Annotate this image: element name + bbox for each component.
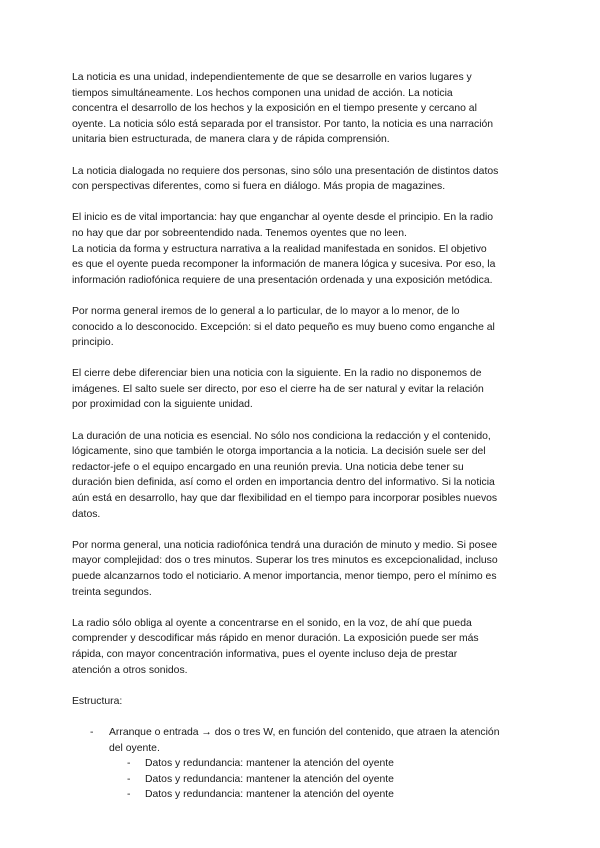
text-line: imágenes. El salto suele ser directo, por eso el cierre ha de ser natural y evitar la relación [72,383,484,395]
text-line: no hay que dar por sobreentendido nada. Tenemos oyentes que no leen. [72,227,407,239]
text-line: unitaria bien estructurada, de manera clara y de rápida comprensión. [72,134,390,146]
text-line: Por norma general, una noticia radiofónica tendrá una duración de minuto y medio. Si posee [72,539,498,551]
structure-list [72,725,528,803]
text-line: aún está en desarrollo, hay que dar flexibilidad en el tiempo para incorporar posibles nuevos [72,493,498,505]
text-line: lógicamente, sino que también le otorga importancia a la noticia. La decisión suele ser del [72,446,486,458]
paragraph-norma-general [72,304,528,351]
text-line: La noticia da forma y estructura narrativa a la realidad manifestada en sonidos. El objetivo [72,243,487,255]
sublist-item [109,787,528,803]
text-line: La duración de una noticia es esencial. No sólo nos condiciona la redacción y el contenido, [72,430,491,442]
structure-heading: Estructura: [72,695,123,707]
text-line: es que el oyente pueda recomponer la información de manera lógica y sucesiva. Por eso, la [72,259,496,271]
sublist-item [109,772,528,788]
text-line: datos. [72,508,101,520]
structure-sublist [109,756,528,803]
text-line: La noticia dialogada no requiere dos personas, sino sólo una presentación de distintos datos [72,165,499,177]
text-line: El inicio es de vital importancia: hay que enganchar al oyente desde el principio. En la radio [72,212,494,224]
text-line: tiempos simultáneamente. Los hechos componen una unidad de acción. La noticia [72,87,453,99]
text-line: El cierre debe diferenciar bien una noticia con la siguiente. En la radio no disponemos de [72,368,482,380]
text-line: rápida, con mayor concentración informativa, pues el oyente incluso deja de prestar [72,648,458,660]
paragraph-duracion-minuto [72,538,528,600]
document-page [72,70,528,803]
text-line: información radiofónica requiere de una presentación ordenada y una exposición metódica. [72,274,493,286]
paragraph-noticia-dialogada [72,164,528,195]
list-bullet: - [127,789,131,801]
text-line: Arranque o entrada → dos o tres W, en función del contenido, que atraen la atención [109,726,500,738]
text-line: oyente. La noticia sólo está separada por el transistor. Por tanto, la noticia es una narración [72,118,494,130]
text-line: atención a otros sonidos. [72,664,188,676]
sublist-item-text: Datos y redundancia: mantener la atención del oyente [145,773,394,785]
text-line: duración bien definida, así como el orden en importancia dentro del informativo. Si la noticia [72,477,495,489]
list-bullet: - [127,773,131,785]
text-line: comprender y descodificar más rápido en menor duración. La exposición puede ser más [72,633,479,645]
text-line: puede alcanzarnos todo el noticiario. A menor importancia, menor tiempo, pero el mínimo es [72,571,497,582]
paragraph-inicio [72,210,528,288]
text-line: por proximidad con la siguiente unidad. [72,399,253,411]
text-line: principio. [72,337,114,349]
text-line: Por norma general iremos de lo general a lo particular, de lo mayor a lo menor, de lo [72,305,460,317]
list-bullet: - [127,758,131,770]
sublist-item-text: Datos y redundancia: mantener la atención del oyente [145,758,394,770]
text-line: La radio sólo obliga al oyente a concentrarse en el sonido, en la voz, de ahí que pueda [72,617,472,629]
text-line: del oyente. [109,742,160,754]
list-item [72,725,528,803]
text-line: con perspectivas diferentes, como si fuera en diálogo. Más propia de magazines. [72,181,446,193]
sublist-item-text: Datos y redundancia: mantener la atención del oyente [145,789,394,801]
paragraph-duracion [72,429,528,523]
list-bullet: - [90,726,94,738]
text-line: La noticia es una unidad, independientemente de que se desarrolle en varios lugares y [72,72,472,83]
text-line: redactor-jefe o el equipo encargado en una reunión previa. Una noticia debe tener su [72,461,464,473]
text-line: treinta segundos. [72,586,152,598]
text-line: concentra el desarrollo de los hechos y la exposición en el tiempo presente y cercano al [72,103,477,115]
paragraph-radio-sonido [72,616,528,678]
text-line: conocido a lo desconocido. Excepción: si el dato pequeño es muy bueno como enganche al [72,321,495,333]
text-line: mayor complejidad: dos o tres minutos. Superar los tres minutos es excepcionalidad, incluso [72,555,498,567]
sublist-item [109,756,528,772]
paragraph-cierre [72,366,528,413]
paragraph-noticia-unidad [72,70,528,148]
